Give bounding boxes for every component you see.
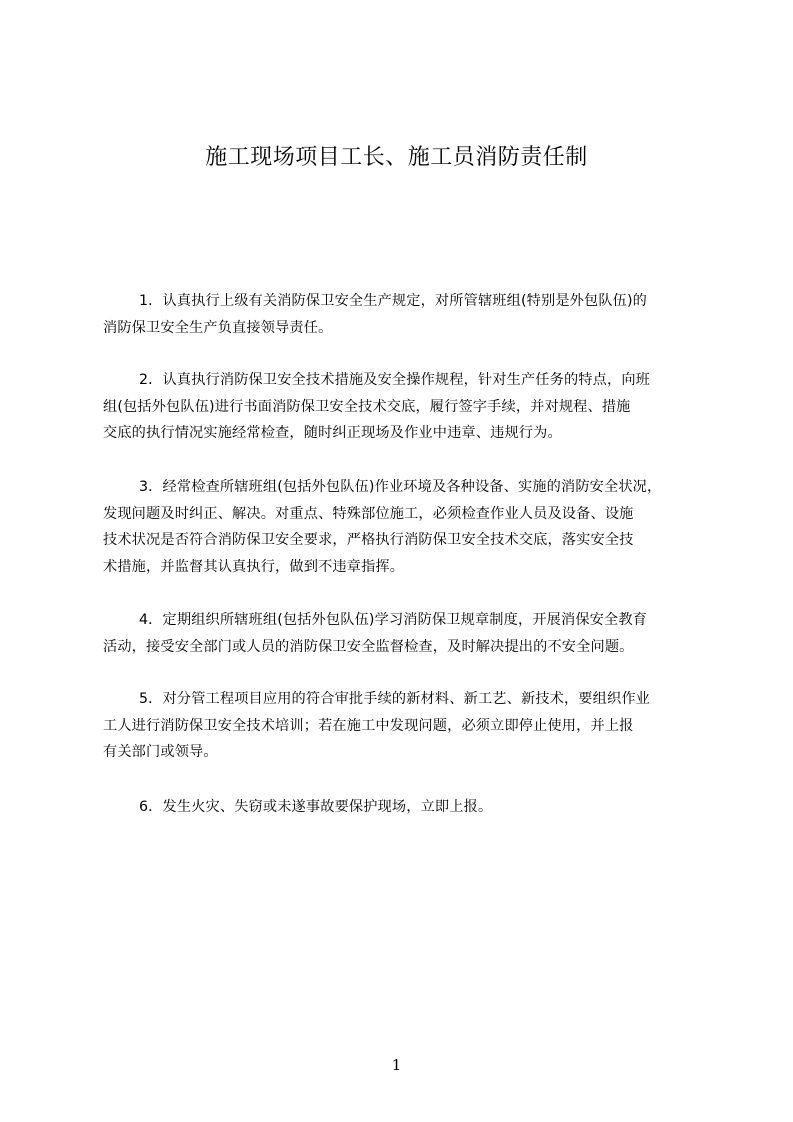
- paragraph-line: 组(包括外包队伍)进行书面消防保卫安全技术交底，履行签字手续，并对规程、措施: [103, 398, 631, 415]
- page-number: 1: [391, 1056, 402, 1074]
- paragraph-line: 交底的执行情况实施经常检查，随时纠正现场及作业中违章、违规行为。: [103, 425, 562, 441]
- paragraph-line: 6．发生火灾、失窃或未遂事故要保护现场，立即上报。: [139, 799, 493, 815]
- paragraph-4: [103, 607, 723, 660]
- paragraph-line: 有关部门或领导。: [103, 744, 218, 760]
- paragraph-line: 1．认真执行上级有关消防保卫安全生产规定，对所管辖班组(特别是外包队伍)的: [139, 293, 648, 309]
- paragraph-line: 发现问题及时纠正、解决。对重点、特殊部位施工，必须检查作业人员及设备、设施: [103, 505, 634, 522]
- paragraph-2: [103, 367, 723, 447]
- paragraph-line: 2．认真执行消防保卫安全技术措施及安全操作规程，针对生产任务的特点，向班: [139, 372, 650, 388]
- paragraph-line: 5．对分管工程项目应用的符合审批手续的新材料、新工艺、新技术，要组织作业: [139, 691, 650, 707]
- paragraph-line: 工人进行消防保卫安全技术培训；若在施工中发现问题，必须立即停止使用，并上报: [103, 717, 634, 734]
- document-title: 施工现场项目工长、施工员消防责任制: [205, 145, 588, 170]
- paragraph-3: [103, 474, 723, 580]
- paragraph-line: 3．经常检查所辖班组(包括外包队伍)作业环境及各种设备、实施的消防安全状况，: [139, 479, 662, 495]
- paragraph-6: [103, 794, 723, 821]
- paragraph-line: 技术状况是否符合消防保卫安全要求，严格执行消防保卫安全技术交底，落实安全技: [103, 532, 634, 548]
- paragraph-5: [103, 686, 723, 766]
- paragraph-1: [103, 288, 723, 341]
- paragraph-line: 活动，接受安全部门或人员的消防保卫安全监督检查，及时解决提出的不安全问题。: [103, 638, 634, 655]
- paragraph-line: 消防保卫安全生产负直接领导责任。: [103, 319, 333, 336]
- paragraph-line: 4．定期组织所辖班组(包括外包队伍)学习消防保卫规章制度，开展消保安全教育: [139, 612, 648, 628]
- paragraph-line: 术措施，并监督其认真执行，做到不违章指挥。: [103, 558, 405, 575]
